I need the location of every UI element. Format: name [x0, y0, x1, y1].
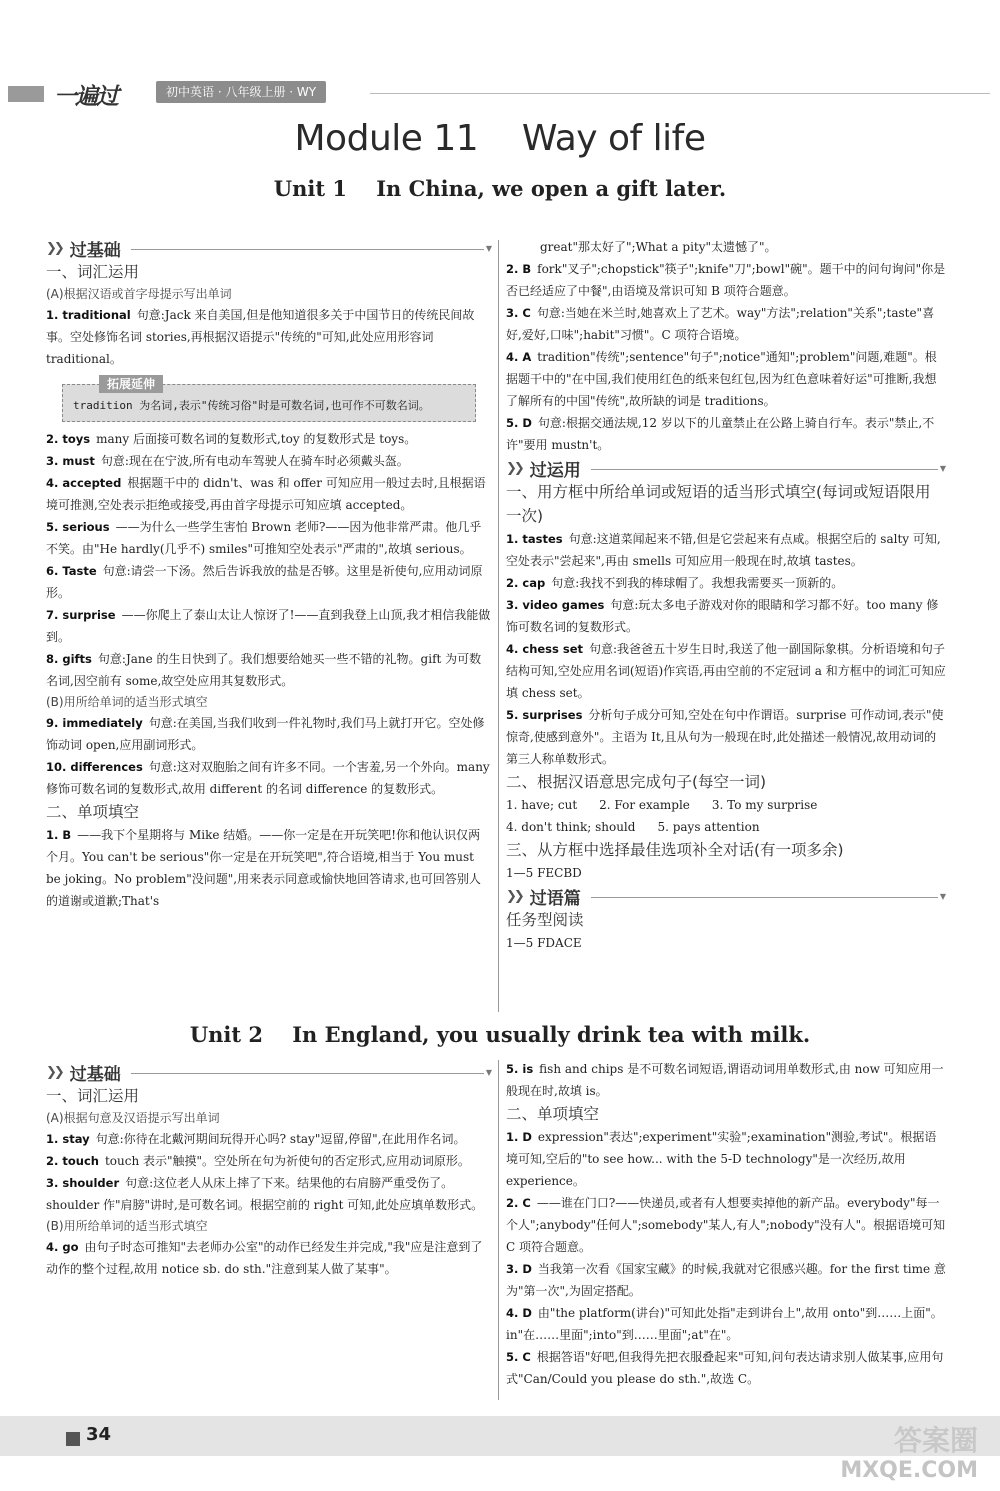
answer-item: [506, 1346, 946, 1390]
answer-number: 8. gifts: [46, 652, 92, 666]
section-title: 过基础: [69, 240, 121, 261]
answer-number: 4. go: [46, 1240, 79, 1254]
answer-item: [46, 1172, 492, 1216]
watermark-logo: 答案圈: [893, 1424, 978, 1457]
unit1-title: Unit 1 In China, we open a gift later.: [273, 176, 727, 201]
part-title: 一、用方框中所给单词或短语的适当形式填空(每词或短语限用一次): [506, 483, 931, 525]
section-rule: [131, 1073, 484, 1074]
answer-number: 4. D: [506, 1306, 532, 1320]
answer-item: [506, 1302, 946, 1346]
answer-explanation: 根据题干中的 didn't、was 和 offer 可知应用一般过去时,且根据语境可推测,空处表示拒绝或接受,再由首字母提示可知应填 accepted。: [46, 476, 486, 512]
answer-explanation: many 后面接可数名词的复数形式,toy 的复数形式是 toys。: [96, 432, 417, 446]
extension-tag: 拓展延伸: [99, 375, 163, 393]
answer-short: 4. don't think; should: [506, 820, 636, 834]
watermark-url: MXQE.COM: [840, 1458, 978, 1483]
answer-number: 2. toys: [46, 432, 91, 446]
answer-number: 5. serious: [46, 520, 110, 534]
answer-number: 5. is: [506, 1062, 534, 1076]
answer-item: [46, 516, 492, 560]
part-title: 一、词汇运用: [46, 1087, 140, 1105]
answer-number: 1. D: [506, 1130, 532, 1144]
answer-item: [46, 304, 492, 370]
answer-explanation: 句意:现在在宁波,所有电动车驾驶人在骑车时必须戴头盔。: [100, 454, 409, 468]
answer-explanation: ——我下个星期将与 Mike 结婚。——你一定是在开玩笑吧!你和他认识仅两个月。You can't be serious"你一定是在开玩笑吧",符合语境,相当于 You must be joking。No problem"没问题",用来表示同意或愉快地回答请求,也可回答别人的道谢或道歉;That's: [46, 828, 481, 908]
answer-number: 6. Taste: [46, 564, 97, 578]
answer-explanation: fish and chips 是不可数名词短语,谓语动词用单数形式,由 now 可知应用一般现在时,故填 is。: [506, 1062, 944, 1098]
answer-row: [506, 794, 946, 816]
answer-short: 3. To my surprise: [711, 798, 818, 812]
part-title: 一、词汇运用: [46, 263, 140, 281]
section-header-application: [506, 456, 946, 480]
answer-number: 2. cap: [506, 576, 546, 590]
answer-explanation: expression"表达";experiment"实验";examination"测验,考试"。根据语境可知,空后的"to see how... with the 5-D technology"是一次经历,故用 experience。: [506, 1130, 937, 1188]
unit2-left-column: [46, 1060, 492, 1280]
answer-number: 1. traditional: [46, 308, 131, 322]
answer-explanation: touch 表示"触摸"。空处所在句为祈使句的否定形式,应用动词原形。: [104, 1154, 470, 1168]
unit2-right-column: [506, 1058, 946, 1390]
answer-item: [506, 704, 946, 770]
column-divider: [498, 240, 499, 1012]
section-rule: [591, 897, 938, 898]
answer-item: [46, 824, 492, 912]
chevron-icon: ❯❯: [506, 460, 522, 476]
part-subtitle: (B)用所给单词的适当形式填空: [46, 1219, 208, 1233]
chevron-icon: ❯❯: [46, 1064, 62, 1080]
answer-number: 1. tastes: [506, 532, 563, 546]
unit2-title: Unit 2 In England, you usually drink tea with milk.: [189, 1022, 811, 1047]
answer-number: 10. differences: [46, 760, 143, 774]
section-header-reading: [506, 884, 946, 908]
answer-explanation: 句意:你待在北戴河期间玩得开心吗? stay"逗留,停留",在此用作名词。: [95, 1132, 466, 1146]
answer-explanation: 句意:我找不到我的棒球帽了。我想我需要买一顶新的。: [551, 576, 844, 590]
answer-item: [506, 302, 946, 346]
chevron-icon: ❯❯: [506, 888, 522, 904]
book-tag: 初中英语 · 八年级上册 · WY: [156, 81, 326, 103]
answer-key: 1—5 FDACE: [506, 936, 582, 950]
section-header-basics: [46, 236, 492, 260]
answer-item: [506, 1058, 946, 1102]
answer-explanation: 句意:我爸爸五十岁生日时,我送了他一副国际象棋。分析语境和句子结构可知,空处应用名词(短语)作宾语,再由空前的不定冠词 a 和方框中的词汇可知应填 chess set。: [506, 642, 946, 700]
part-title: 二、单项填空: [506, 1105, 600, 1123]
answer-item: [46, 472, 492, 516]
answer-explanation: 句意:这道菜闻起来不错,但是它尝起来有点咸。根据空后的 salty 可知,空处表示"尝起来",再由 smells 可知应用一般现在时,故填 tastes。: [506, 532, 941, 568]
answer-item: [506, 572, 946, 594]
answer-explanation: ——谁在门口?——快递员,或者有人想要卖掉他的新产品。everybody"每一个人";anybody"任何人";somebody"某人,有人";nobody"没有人"。根据语境可知 C 项符合题意。: [506, 1196, 946, 1254]
answer-item: [506, 594, 946, 638]
page-header: [0, 76, 1000, 110]
page-number: 34: [86, 1424, 112, 1445]
answer-item: [506, 1192, 946, 1258]
answer-number: 1. B: [46, 828, 72, 842]
answer-number: 3. C: [506, 306, 531, 320]
triangle-icon: ▼: [939, 891, 946, 901]
part-title: 二、单项填空: [46, 803, 140, 821]
watermark: [840, 1426, 978, 1486]
answer-item: [506, 1258, 946, 1302]
answer-item: [46, 1128, 492, 1150]
answer-short: 1. have; cut: [506, 798, 578, 812]
answer-explanation: 根据答语"好吧,但我得先把衣服叠起来"可知,问句表达请求别人做某事,应用句式"Can/Could you please do sth.",故选 C。: [506, 1350, 944, 1386]
answer-explanation: 句意:当她在米兰时,她喜欢上了艺术。way"方法";relation"关系";taste"喜好,爱好,口味";habit"习惯"。C 项符合语境。: [506, 306, 935, 342]
answer-explanation: 分析句子成分可知,空处在句中作谓语。surprise 可作动词,表示"使惊奇,使感到意外"。主语为 It,且从句为一般现在时,此处描述一般情况,故用动词的第三人称单数形式。: [506, 708, 944, 766]
part-subtitle: (B)用所给单词的适当形式填空: [46, 695, 208, 709]
answer-number: 4. accepted: [46, 476, 122, 490]
triangle-icon: ▼: [485, 243, 492, 253]
answer-explanation: 当我第一次看《国家宝藏》的时候,我就对它很感兴趣。for the first time 意为"第一次",为固定搭配。: [506, 1262, 946, 1298]
part-title: 三、从方框中选择最佳选项补全对话(有一项多余): [506, 841, 844, 859]
page-marker-icon: [66, 1432, 80, 1446]
part-title: 任务型阅读: [506, 911, 584, 929]
answer-number: 3. video games: [506, 598, 605, 612]
section-title: 过语篇: [529, 888, 581, 909]
answer-item: [46, 648, 492, 692]
answer-number: 2. B: [506, 262, 532, 276]
part-subtitle: (A)根据句意及汉语提示写出单词: [46, 1111, 220, 1125]
answer-item: [46, 1150, 492, 1172]
section-rule: [591, 469, 938, 470]
section-title: 过运用: [529, 460, 581, 481]
answer-explanation: fork"叉子";chopstick"筷子";knife"刀";bowl"碗"。题干中的问句询问"你是否已经适应了中餐",由语境及常识可知 B 项符合题意。: [506, 262, 946, 298]
answer-explanation: tradition"传统";sentence"句子";notice"通知";problem"问题,难题"。根据题干中的"在中国,我们使用红色的纸来包红包,因为红色意味着好运"可推断,我想了解所有的中国"传统",故所缺的词是 traditions。: [506, 350, 937, 408]
answer-number: 2. touch: [46, 1154, 99, 1168]
answer-number: 3. D: [506, 1262, 532, 1276]
answer-short: 5. pays attention: [657, 820, 760, 834]
part-title: 二、根据汉语意思完成句子(每空一词): [506, 773, 767, 791]
answer-explanation: 句意:Jack 来自美国,但是他知道很多关于中国节日的传统民间故事。空处修饰名词 stories,再根据汉语提示"传统的"可知,此处应用形容词 traditional。: [46, 308, 475, 366]
triangle-icon: ▼: [939, 463, 946, 473]
unit1-right-column: [506, 236, 946, 954]
answer-item: [506, 1126, 946, 1192]
answer-explanation: 句意:根据交通法规,12 岁以下的儿童禁止在公路上骑自行车。表示"禁止,不许"要用 mustn't。: [506, 416, 935, 452]
answer-explanation: 由句子时态可推知"去老师办公室"的动作已经发生并完成,"我"应是注意到了动作的整个过程,故用 notice sb. do sth."注意到某人做了某事"。: [46, 1240, 483, 1276]
answer-explanation: 句意:Jane 的生日快到了。我们想要给她买一些不错的礼物。gift 为可数名词,因空前有 some,故空处应用其复数形式。: [46, 652, 482, 688]
answer-item: [506, 412, 946, 456]
answer-item: [46, 560, 492, 604]
answer-explanation: 句意:在美国,当我们收到一件礼物时,我们马上就打开它。空处修饰动词 open,应用副词形式。: [46, 716, 485, 752]
answer-number: 5. C: [506, 1350, 531, 1364]
answer-short: 2. For example: [599, 798, 690, 812]
answer-explanation: 由"the platform(讲台)"可知此处指"走到讲台上",故用 onto"到……上面"。in"在……里面";into"到……里面";at"在"。: [506, 1306, 943, 1342]
answer-number: 4. A: [506, 350, 532, 364]
answer-item: [46, 428, 492, 450]
part-subtitle: (A)根据汉语或首字母提示写出单词: [46, 287, 232, 301]
answer-explanation: ——为什么一些学生害怕 Brown 老师?——因为他非常严肃。他几乎不笑。由"He hardly(几乎不) smiles"可推知空处表示"严肃的",故填 serious。: [46, 520, 482, 556]
unit1-left-column: [46, 236, 492, 912]
answer-key: 1—5 FECBD: [506, 866, 582, 880]
triangle-icon: ▼: [485, 1067, 492, 1077]
answer-item: [46, 712, 492, 756]
answer-item: [46, 604, 492, 648]
answer-number: 3. shoulder: [46, 1176, 120, 1190]
answer-explanation: 句意:这对双胞胎之间有许多不同。一个害羞,另一个外向。many 修饰可数名词的复数形式,故用 different 的名词 difference 的复数形式。: [46, 760, 490, 796]
answer-number: 5. D: [506, 416, 532, 430]
section-rule: [131, 249, 484, 250]
answer-number: 9. immediately: [46, 716, 143, 730]
extension-text: tradition 为名词,表示"传统习俗"时是可数名词,也可作不可数名词。: [73, 399, 430, 412]
answer-explanation: 句意:这位老人从床上摔了下来。结果他的右肩膀严重受伤了。shoulder 作"肩膀"讲时,是可数名词。根据空前的 right 可知,此处应填单数形式。: [46, 1176, 484, 1212]
answer-item: [506, 638, 946, 704]
answer-item: [46, 756, 492, 800]
answer-explanation: 句意:请尝一下汤。然后告诉我放的盐是否够。这里是祈使句,应用动词原形。: [46, 564, 483, 600]
answer-number: 1. stay: [46, 1132, 90, 1146]
module-title: Module 11 Way of life: [294, 118, 706, 159]
answer-item: [506, 258, 946, 302]
answer-explanation: 句意:玩太多电子游戏对你的眼睛和学习都不好。too many 修饰可数名词的复数形式。: [506, 598, 939, 634]
header-bar: [8, 86, 44, 102]
chevron-icon: ❯❯: [46, 240, 62, 256]
answer-number: 4. chess set: [506, 642, 584, 656]
answer-item: [506, 528, 946, 572]
answer-number: 5. surprises: [506, 708, 583, 722]
answer-item: [46, 1236, 492, 1280]
series-logo: 一遍过: [54, 84, 117, 110]
answer-item: [506, 346, 946, 412]
answer-row: [506, 816, 946, 838]
answer-continuation: great"那太好了";What a pity"太遗憾了"。: [540, 240, 777, 254]
column-divider: [498, 1060, 499, 1400]
answer-number: 3. must: [46, 454, 95, 468]
section-header-basics: [46, 1060, 492, 1084]
answer-number: 7. surprise: [46, 608, 116, 622]
answer-explanation: ——你爬上了泰山太让人惊讶了!——直到我登上山顶,我才相信我能做到。: [46, 608, 491, 644]
answer-number: 2. C: [506, 1196, 531, 1210]
extension-box: [62, 377, 476, 422]
answer-item: [46, 450, 492, 472]
section-title: 过基础: [69, 1064, 121, 1085]
header-rule: [370, 93, 990, 94]
